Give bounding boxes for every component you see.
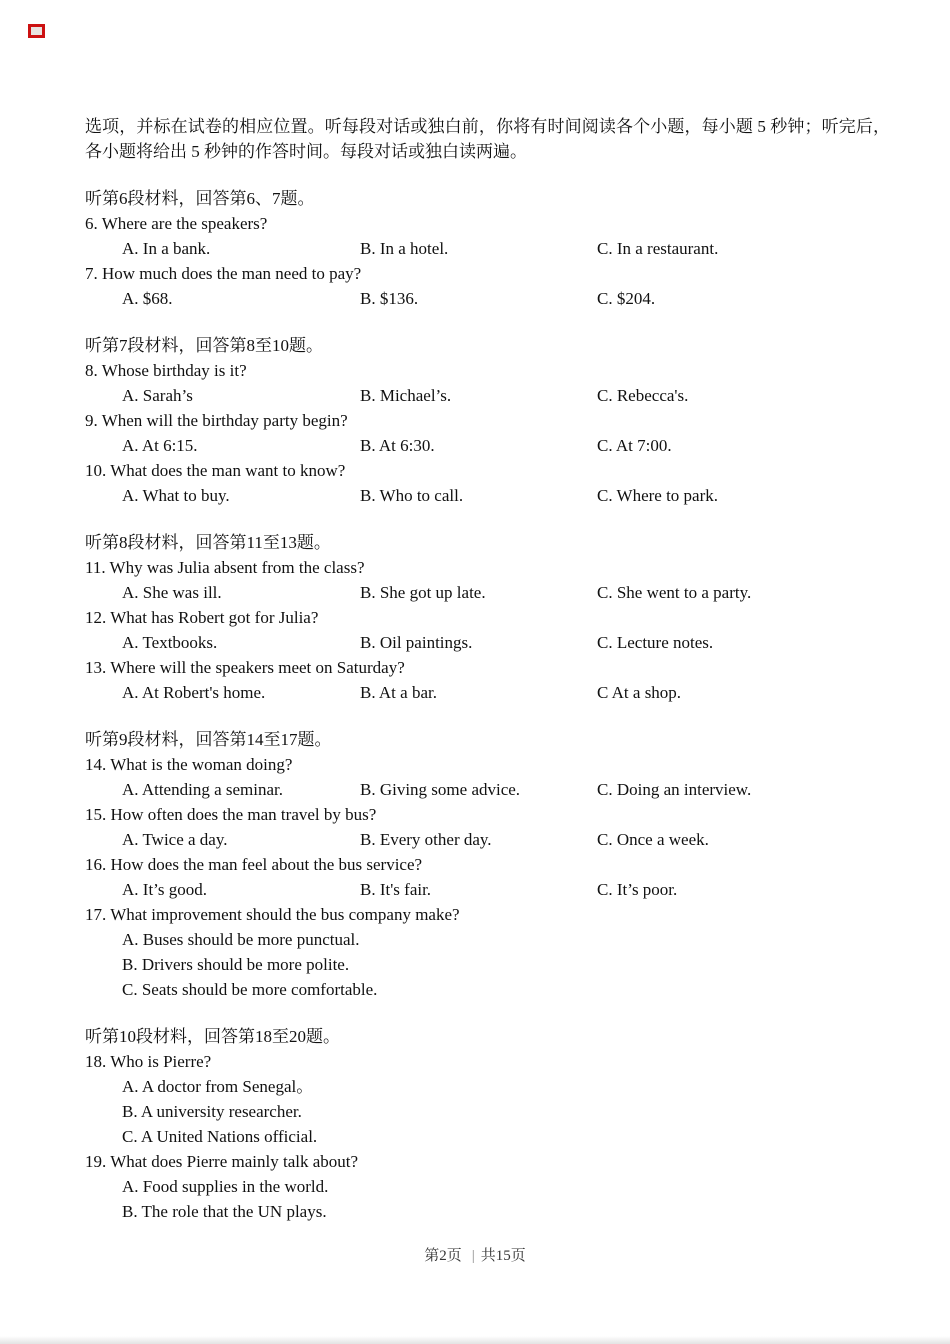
answer-option: B. Who to call. [360, 486, 464, 505]
options-row [122, 827, 890, 852]
instructions-paragraph: 选项，并标在试卷的相应位置。听每段对话或独白前，你将有时间阅读各个小题，每小题 5 秒钟；听完后，各小题将给出 5 秒钟的作答时间。每段对话或独白读两遍。 [85, 117, 890, 161]
answer-option: A. She was ill. [122, 583, 222, 602]
answer-option: A. At Robert's home. [122, 683, 266, 702]
answer-option: B. Giving some advice. [360, 780, 521, 799]
answer-option: B. Every other day. [360, 830, 492, 849]
options-row [122, 877, 890, 902]
listening-section [85, 186, 890, 311]
answer-option: C. A United Nations official. [122, 1127, 318, 1146]
answer-option: B. Oil paintings. [360, 633, 473, 652]
red-corner-mark [28, 24, 45, 38]
answer-option: C. Where to park. [597, 486, 719, 505]
question-text: 17. What improvement should the bus company make? [85, 905, 460, 924]
page-bottom-edge [0, 1336, 950, 1344]
answer-option: A. Sarah’s [122, 386, 193, 405]
options-row [122, 680, 890, 705]
page-total: 共15页 [480, 1248, 526, 1264]
listening-section [85, 333, 890, 508]
answer-option: C. Seats should be more comfortable. [122, 980, 378, 999]
answer-option: B. Michael’s. [360, 386, 452, 405]
answer-option: C. At 7:00. [597, 436, 672, 455]
answer-option: A. Textbooks. [122, 633, 218, 652]
answer-option: C. Once a week. [597, 830, 709, 849]
footer-separator: | [471, 1248, 475, 1264]
answer-option: C. Doing an interview. [597, 780, 752, 799]
options-row [122, 433, 890, 458]
question-text: 10. What does the man want to know? [85, 461, 346, 480]
question-text: 18. Who is Pierre? [85, 1052, 212, 1071]
page-footer [0, 1244, 950, 1265]
answer-option: A. Attending a seminar. [122, 780, 284, 799]
answer-option: A. In a bank. [122, 239, 211, 258]
answer-option: A. Food supplies in the world. [122, 1177, 329, 1196]
answer-option: C. Rebecca's. [597, 386, 689, 405]
question-text: 13. Where will the speakers meet on Saturday? [85, 658, 405, 677]
question-text: 9. When will the birthday party begin? [85, 411, 348, 430]
answer-option: A. At 6:15. [122, 436, 198, 455]
answer-option: B. She got up late. [360, 583, 486, 602]
options-row [122, 286, 890, 311]
options-row [122, 630, 890, 655]
exam-page [85, 114, 890, 1224]
options-row [122, 236, 890, 261]
options-row [122, 777, 890, 802]
question-text: 6. Where are the speakers? [85, 214, 268, 233]
answer-option: B. At a bar. [360, 683, 437, 702]
question-text: 11. Why was Julia absent from the class? [85, 558, 365, 577]
sections [85, 186, 890, 1224]
answer-option: B. In a hotel. [360, 239, 449, 258]
listening-section [85, 1024, 890, 1224]
answer-option: A. It’s good. [122, 880, 207, 899]
question-text: 16. How does the man feel about the bus service? [85, 855, 423, 874]
listening-section [85, 530, 890, 705]
question-text: 8. Whose birthday is it? [85, 361, 247, 380]
answer-option: C At a shop. [597, 683, 682, 702]
section-header: 听第6段材料，回答第6、7题。 [85, 189, 315, 208]
answer-option: C. Lecture notes. [597, 633, 714, 652]
listening-section [85, 727, 890, 1002]
answer-option: C. $204. [597, 289, 656, 308]
options-row [122, 580, 890, 605]
section-header: 听第9段材料，回答第14至17题。 [85, 730, 332, 749]
answer-option: B. Drivers should be more polite. [122, 955, 350, 974]
answer-option: B. It's fair. [360, 880, 432, 899]
question-text: 14. What is the woman doing? [85, 755, 293, 774]
answer-option: C. She went to a party. [597, 583, 752, 602]
page-number: 第2页 [424, 1248, 462, 1264]
answer-option: A. What to buy. [122, 486, 230, 505]
options-row [122, 483, 890, 508]
question-text: 19. What does Pierre mainly talk about? [85, 1152, 359, 1171]
answer-option: A. A doctor from Senegal。 [122, 1077, 314, 1096]
question-text: 15. How often does the man travel by bus? [85, 805, 377, 824]
answer-option: A. Buses should be more punctual. [122, 930, 360, 949]
answer-option: B. The role that the UN plays. [122, 1202, 327, 1221]
question-text: 7. How much does the man need to pay? [85, 264, 362, 283]
answer-option: B. At 6:30. [360, 436, 435, 455]
section-header: 听第10段材料，回答第18至20题。 [85, 1027, 340, 1046]
section-header: 听第8段材料，回答第11至13题。 [85, 533, 331, 552]
section-header: 听第7段材料，回答第8至10题。 [85, 336, 323, 355]
answer-option: A. Twice a day. [122, 830, 228, 849]
answer-option: C. In a restaurant. [597, 239, 719, 258]
answer-option: B. $136. [360, 289, 419, 308]
question-text: 12. What has Robert got for Julia? [85, 608, 319, 627]
options-row [122, 383, 890, 408]
answer-option: C. It’s poor. [597, 880, 678, 899]
answer-option: A. $68. [122, 289, 173, 308]
answer-option: B. A university researcher. [122, 1102, 302, 1121]
